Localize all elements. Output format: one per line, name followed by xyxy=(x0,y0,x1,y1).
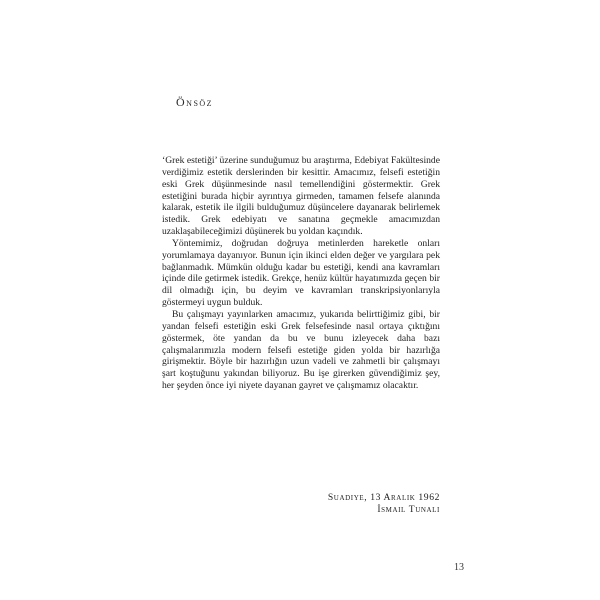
preface-body xyxy=(162,155,440,392)
paragraph: Bu çalışmayı yayınlarken amacımız, yukarıda belirttiğimiz gibi, bir yandan felsefi estetiğin eski Grek felsefesinde nasıl ortaya çıktığını göstermek, öte yandan da bu ve bunu izleyecek daha bazı çalışmalarımızla modern felsefi estetiğe giden yolda bir hazırlığa girişmektir. Böyle bir hazırlığın uzun vadeli ve zahmetli bir çalışmayı şart koştuğunu yakından biliyoruz. Bu işe girerken güvendiğimiz şey, her şeyden önce iyi niyete dayanan gayret ve çalışmamız olacaktır. xyxy=(162,308,440,392)
place-date: Suadiye, 13 Aralık 1962 xyxy=(327,492,440,503)
page-number: 13 xyxy=(454,562,464,573)
signature-block xyxy=(328,492,440,516)
section-heading: Önsöz xyxy=(176,95,214,109)
author-name: İsmail Tunalı xyxy=(377,504,440,515)
paragraph: Yöntemimiz, doğrudan doğruya metinlerden hareketle onları yorumlamaya dayanıyor. Bunun için ikinci elden değer ve yargılara pek bağlanmadık. Mümkün olduğu kadar bu estetiği, kendi ana kavramları içinde dile getirmek istedik. Grekçe, henüz kültür hayatımızda geçen bir dil olmadığı için, bu deyim ve kavramları transkripsiyonlarıyla göstermeyi uygun bulduk. xyxy=(162,237,440,309)
paragraph: ‘Grek estetiği’ üzerine sunduğumuz bu araştırma, Edebiyat Fakültesinde verdiğimiz estetik derslerinden bir kesittir. Amacımız, felsefi estetiğin eski Grek düşünmesinde nasıl temellendiğini göstermektir. Grek estetiğini burada hiçbir ayrıntıya girmeden, tamamen felsefe alanında kalarak, estetik ile ilgili bulduğumuz düşüncelere dayanarak belirlemek istedik. Grek edebiyatı ve sanatına geçmekle amacımızdan uzaklaşabileceğimizi düşünerek bu yoldan kaçındık. xyxy=(162,155,440,238)
